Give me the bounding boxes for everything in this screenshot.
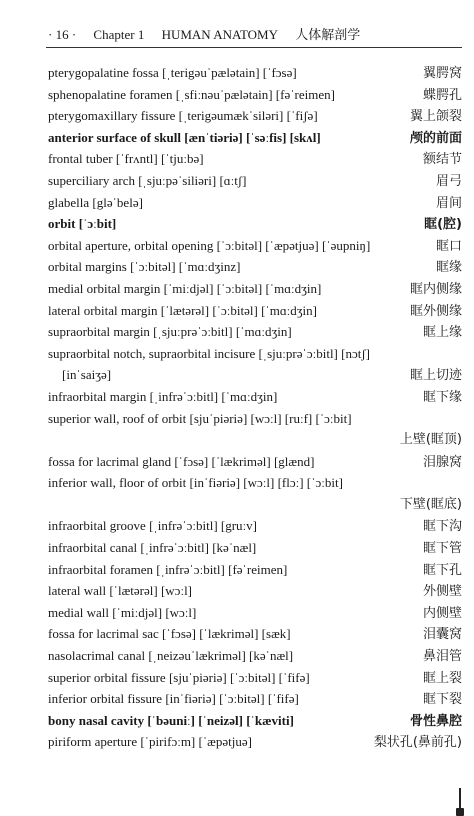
- entry-term: infraorbital groove [ˌinfrəˈɔːbitl] [gruːv]: [48, 518, 257, 534]
- entry-translation: 眉间: [435, 195, 462, 211]
- entry-term: inferior wall, floor of orbit [inˈfiəriə] [wɔːl] [flɔː] [ˈɔːbit]: [48, 475, 343, 491]
- chapter-title-zh: 人体解剖学: [295, 27, 361, 42]
- header-rule: [46, 47, 462, 48]
- entry-translation: 翼腭窝: [422, 66, 462, 81]
- entry-row: [48, 105, 462, 127]
- entry-row: [48, 192, 462, 214]
- entry-term: piriform aperture [ˈpirifɔːm] [ˈæpətjuə]: [48, 734, 252, 750]
- entry-term: infraorbital foramen [ˌinfrəˈɔːbitl] [fəˈreimen]: [48, 561, 288, 577]
- entry-row: [48, 429, 462, 451]
- entry-list: [48, 62, 462, 753]
- entry-translation: 内侧壁: [422, 605, 462, 621]
- entry-term: sphenopalatine foramen [ˌsfiːnəuˈpælətain] [fəˈreimen]: [48, 86, 335, 102]
- entry-row: [48, 84, 462, 106]
- entry-row: [48, 256, 462, 278]
- entry-term: supraorbital margin [ˌsjuːprəˈɔːbitl] [ˈmɑːdʒin]: [48, 324, 292, 340]
- entry-row: [48, 300, 462, 322]
- entry-row: [48, 321, 462, 343]
- entry-row: [48, 602, 462, 624]
- entry-row: [48, 451, 462, 473]
- entry-row: [48, 494, 462, 516]
- entry-row: [48, 559, 462, 581]
- entry-translation: 眶下孔: [422, 562, 462, 578]
- entry-term: lateral orbital margin [ˈlætərəl] [ˈɔːbitəl] [ˈmɑːdʒin]: [48, 302, 317, 318]
- entry-translation: 眶上缘: [422, 325, 462, 341]
- entry-row: [48, 731, 462, 753]
- entry-translation: 泪囊窝: [422, 627, 462, 643]
- entry-term: superciliary arch [ˌsjuːpəˈsiliəri] [ɑːtʃ]: [48, 172, 247, 188]
- entry-translation: 眶上裂: [422, 670, 462, 686]
- entry-row: [48, 364, 462, 386]
- entry-translation: 眉弓: [435, 173, 462, 189]
- entry-translation: 眶下裂: [422, 692, 462, 708]
- entry-translation: 眶(腔): [424, 217, 462, 233]
- page-edge-marker: [459, 788, 461, 816]
- entry-translation: 梨状孔(鼻前孔): [373, 735, 462, 751]
- page-header: [48, 24, 448, 43]
- entry-translation: 上壁(眶顶): [399, 432, 462, 448]
- entry-term: orbital aperture, orbital opening [ˈɔːbitəl] [ˈæpətjuə] [ˈəupniŋ]: [48, 237, 371, 253]
- entry-term: superior wall, roof of orbit [sjuˈpiəriə] [wɔːl] [ruːf] [ˈɔːbit]: [48, 410, 352, 426]
- entry-translation: 鼻泪管: [422, 649, 462, 665]
- entry-term: fossa for lacrimal gland [ˈfɔsə] [ˈlækriməl] [glænd]: [48, 453, 315, 469]
- entry-translation: 翼上颌裂: [409, 109, 462, 125]
- entry-row: [48, 343, 462, 365]
- entry-translation: 外侧壁: [422, 584, 462, 600]
- entry-term: orbit [ˈɔːbit]: [48, 216, 117, 232]
- entry-term: [inˈsaiʒə]: [62, 367, 112, 383]
- entry-translation: 眶上切迹: [409, 368, 462, 384]
- entry-term: supraorbital notch, supraorbital incisure [ˌsjuːprəˈɔːbitl] [nɔtʃ]: [48, 345, 371, 361]
- entry-term: lateral wall [ˈlætərəl] [wɔːl]: [48, 583, 193, 599]
- entry-term: glabella [gləˈbelə]: [48, 194, 143, 210]
- entry-row: [48, 623, 462, 645]
- entry-translation: 骨性鼻腔: [409, 713, 462, 729]
- entry-row: [48, 213, 462, 235]
- entry-row: [48, 386, 462, 408]
- entry-term: infraorbital margin [ˌinfrəˈɔːbitl] [ˈmɑːdʒin]: [48, 388, 278, 404]
- entry-translation: 眶下沟: [422, 519, 462, 535]
- entry-row: [48, 148, 462, 170]
- entry-row: [48, 127, 462, 149]
- entry-translation: 眶口: [435, 238, 462, 254]
- entry-translation: 蝶腭孔: [422, 87, 462, 103]
- entry-row: [48, 688, 462, 710]
- entry-translation: 下壁(眶底): [399, 496, 462, 512]
- entry-term: nasolacrimal canal [ˌneizəuˈlækriməl] [kəˈnæl]: [48, 648, 294, 664]
- entry-row: [48, 667, 462, 689]
- entry-row: [48, 278, 462, 300]
- entry-translation: 眶内侧缘: [409, 281, 462, 297]
- entry-translation: 眶下管: [422, 541, 462, 557]
- entry-row: [48, 170, 462, 192]
- entry-translation: 泪腺窝: [422, 454, 462, 470]
- entry-translation: 眶下缘: [422, 389, 462, 405]
- entry-term: pterygomaxillary fissure [ˌterigəumækˈsiləri] [ˈfiʃə]: [48, 108, 318, 124]
- entry-term: orbital margins [ˈɔːbitəl] [ˈmɑːdʒinz]: [48, 259, 241, 275]
- entry-row: [48, 645, 462, 667]
- entry-term: frontal tuber [ˈfrʌntl] [ˈtjuːbə]: [48, 151, 204, 167]
- chapter-label: Chapter 1: [93, 27, 145, 42]
- entry-term: inferior orbital fissure [inˈfiəriə] [ˈɔːbitəl] [ˈfifə]: [48, 691, 299, 707]
- entry-row: [48, 408, 462, 430]
- entry-term: bony nasal cavity [ˈbəuniː] [ˈneizəl] [ˈkæviti]: [48, 712, 294, 728]
- entry-row: [48, 472, 462, 494]
- entry-term: fossa for lacrimal sac [ˈfɔsə] [ˈlækriməl] [sæk]: [48, 626, 291, 642]
- entry-translation: 眶缘: [435, 260, 462, 276]
- entry-row: [48, 515, 462, 537]
- entry-term: medial orbital margin [ˈmiːdjəl] [ˈɔːbitəl] [ˈmɑːdʒin]: [48, 280, 322, 296]
- chapter-title: HUMAN ANATOMY: [161, 27, 278, 42]
- entry-term: anterior surface of skull [ænˈtiəriə] [ˈsəːfis] [skʌl]: [48, 129, 321, 145]
- entry-row: [48, 537, 462, 559]
- entry-term: pterygopalatine fossa [ˌterigəuˈpælətain] [ˈfɔsə]: [48, 65, 297, 80]
- entry-row: [48, 580, 462, 602]
- entry-term: superior orbital fissure [sjuˈpiəriə] [ˈɔːbitəl] [ˈfifə]: [48, 669, 310, 685]
- entry-row: [48, 62, 462, 84]
- entry-term: infraorbital canal [ˌinfrəˈɔːbitl] [kəˈnæl]: [48, 540, 257, 556]
- entry-term: medial wall [ˈmiːdjəl] [wɔːl]: [48, 604, 197, 620]
- entry-translation: 眶外侧缘: [409, 303, 462, 319]
- entry-row: [48, 710, 462, 732]
- entry-translation: 颅的前面: [409, 130, 462, 146]
- entry-row: [48, 235, 462, 257]
- page-number: · 16 ·: [48, 27, 77, 42]
- entry-translation: 额结节: [422, 152, 462, 168]
